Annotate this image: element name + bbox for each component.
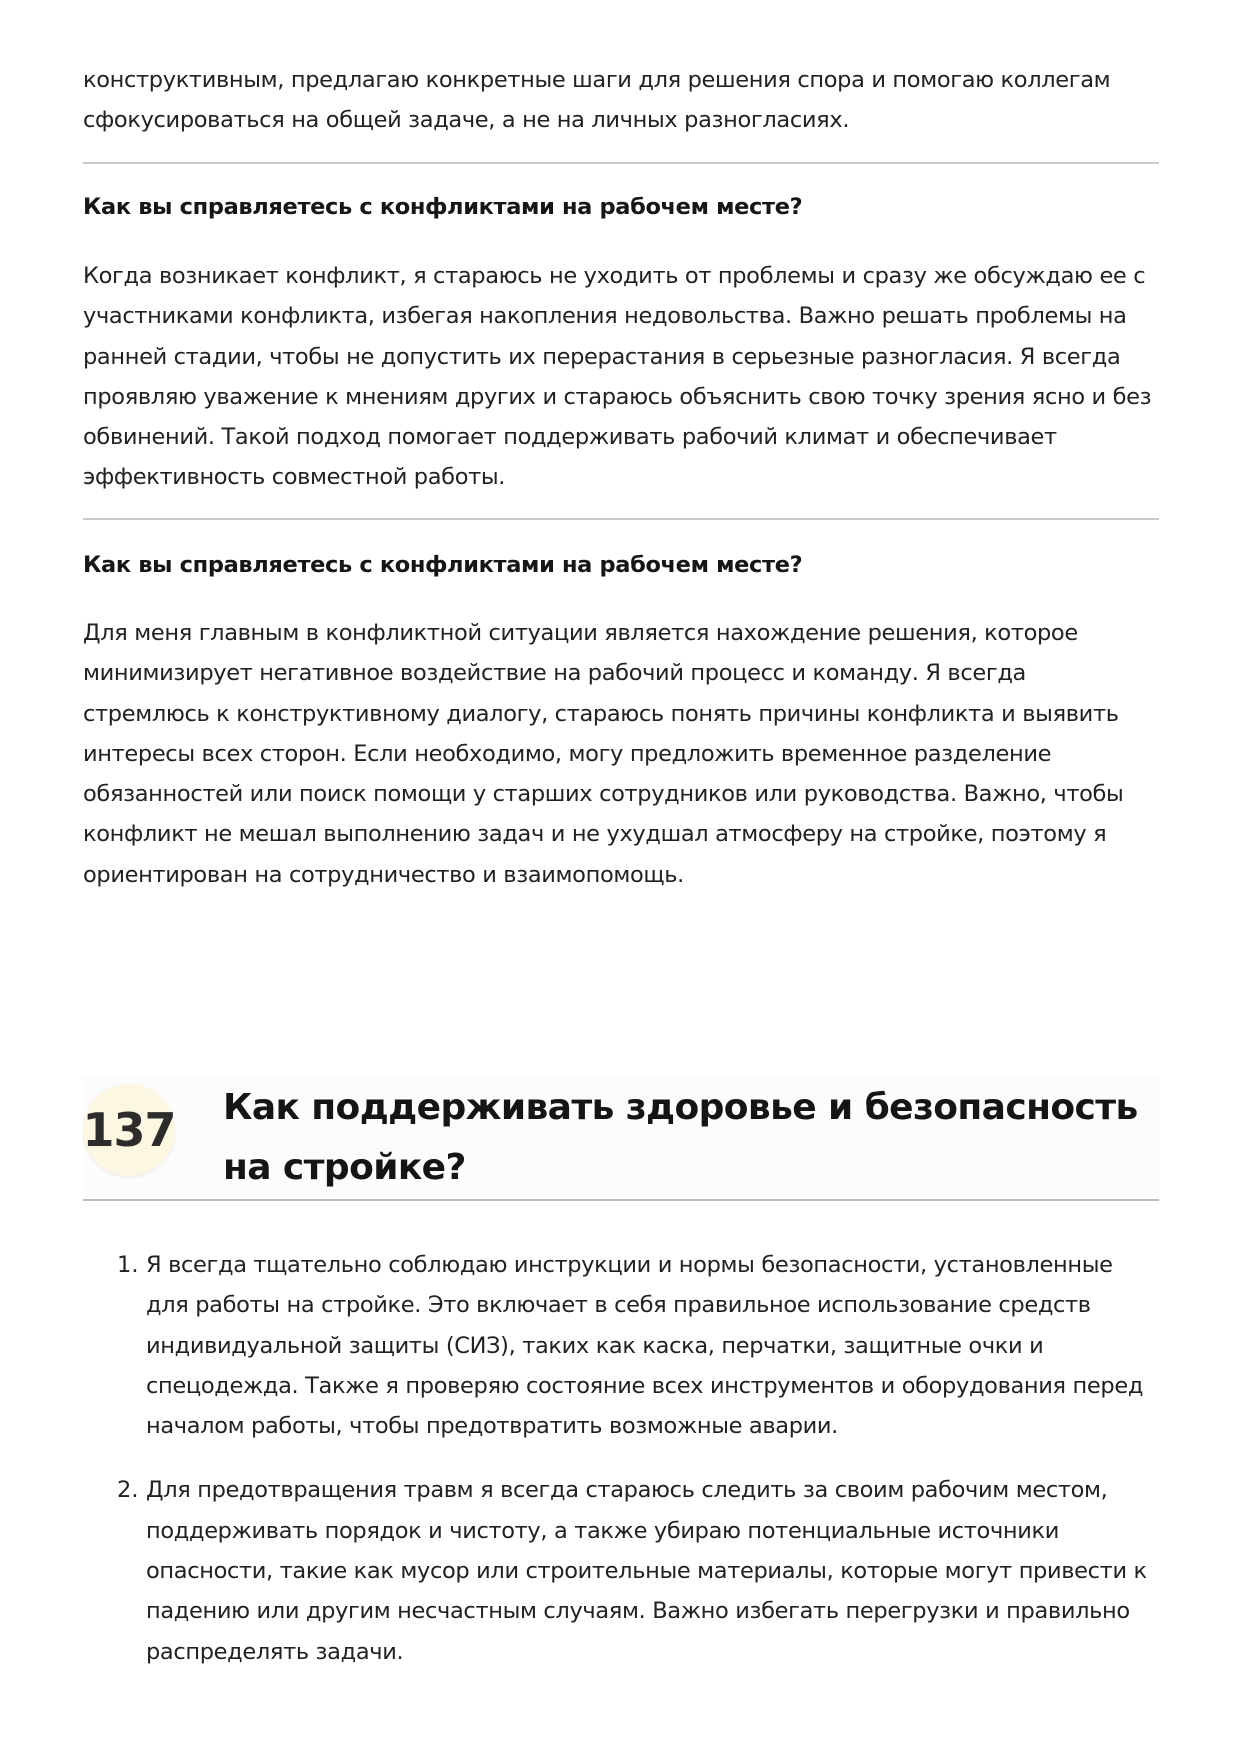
section-title: Как поддерживать здоровье и безопасность на стройке? [223, 1087, 1138, 1188]
list-item-text: Я всегда тщательно соблюдаю инструкции и нормы безопасности, установленные для работы на стройке. Это включает в себя правильное использование средств индивидуальной защиты (СИЗ), таких как каска, перчатки, защитные очки и спецодежда. Также я проверяю состояние всех инструментов и оборудования перед началом работы, чтобы предотвратить возможные аварии. [146, 1252, 1144, 1440]
question-heading: Как вы справляетесь с конфликтами на рабочем месте? [83, 194, 803, 220]
list-item-text: Для предотвращения травм я всегда стараюсь следить за своим рабочим местом, поддерживать порядок и чистоту, а также убираю потенциальные источники опасности, такие как мусор или строительные материалы, которые могут привести к падению или другим несчастным случаям. Важно избегать перегрузки и правильно распределять задачи. [146, 1477, 1147, 1665]
list-item-number: 2. [117, 1477, 139, 1504]
divider [83, 518, 1159, 520]
answer-paragraph: Для меня главным в конфликтной ситуации является нахождение решения, которое минимизирует негативное воздействие на рабочий процесс и команду. Я всегда стремлюсь к конструктивному диалогу, стараюсь понять причины конфликта и выявить интересы всех сторон. Если необходимо, могу предложить временное разделение обязанностей или поиск помощи у старших сотрудников или руководства. Важно, чтобы конфликт не мешал выполнению задач и не ухудшал атмосферу на стройке, поэтому я ориентирован на сотрудничество и взаимопомощь. [83, 620, 1124, 888]
list-item [83, 1245, 1159, 1446]
list-item-number: 1. [117, 1252, 139, 1278]
section-header [83, 1076, 1159, 1201]
intro-paragraph: конструктивным, предлагаю конкретные шаги для решения спора и помогаю коллегам сфокусироваться на общей задаче, а не на личных разногласиях. [83, 67, 1111, 134]
list-item [83, 1470, 1159, 1671]
answer-paragraph: Когда возникает конфликт, я стараюсь не уходить от проблемы и сразу же обсуждаю ее с участниками конфликта, избегая накопления недовольства. Важно решать проблемы на ранней стадии, чтобы не допустить их перерастания в серьезные разногласия. Я всегда проявляю уважение к мнениям других и стараюсь объяснить свою точку зрения ясно и без обвинений. Такой подход помогает поддерживать рабочий климат и обеспечивает эффективность совместной работы. [83, 263, 1152, 491]
question-heading: Как вы справляетесь с конфликтами на рабочем месте? [83, 552, 803, 578]
section-number-badge: 137 [83, 1084, 175, 1176]
divider [83, 162, 1159, 164]
safety-list [83, 1245, 1159, 1696]
